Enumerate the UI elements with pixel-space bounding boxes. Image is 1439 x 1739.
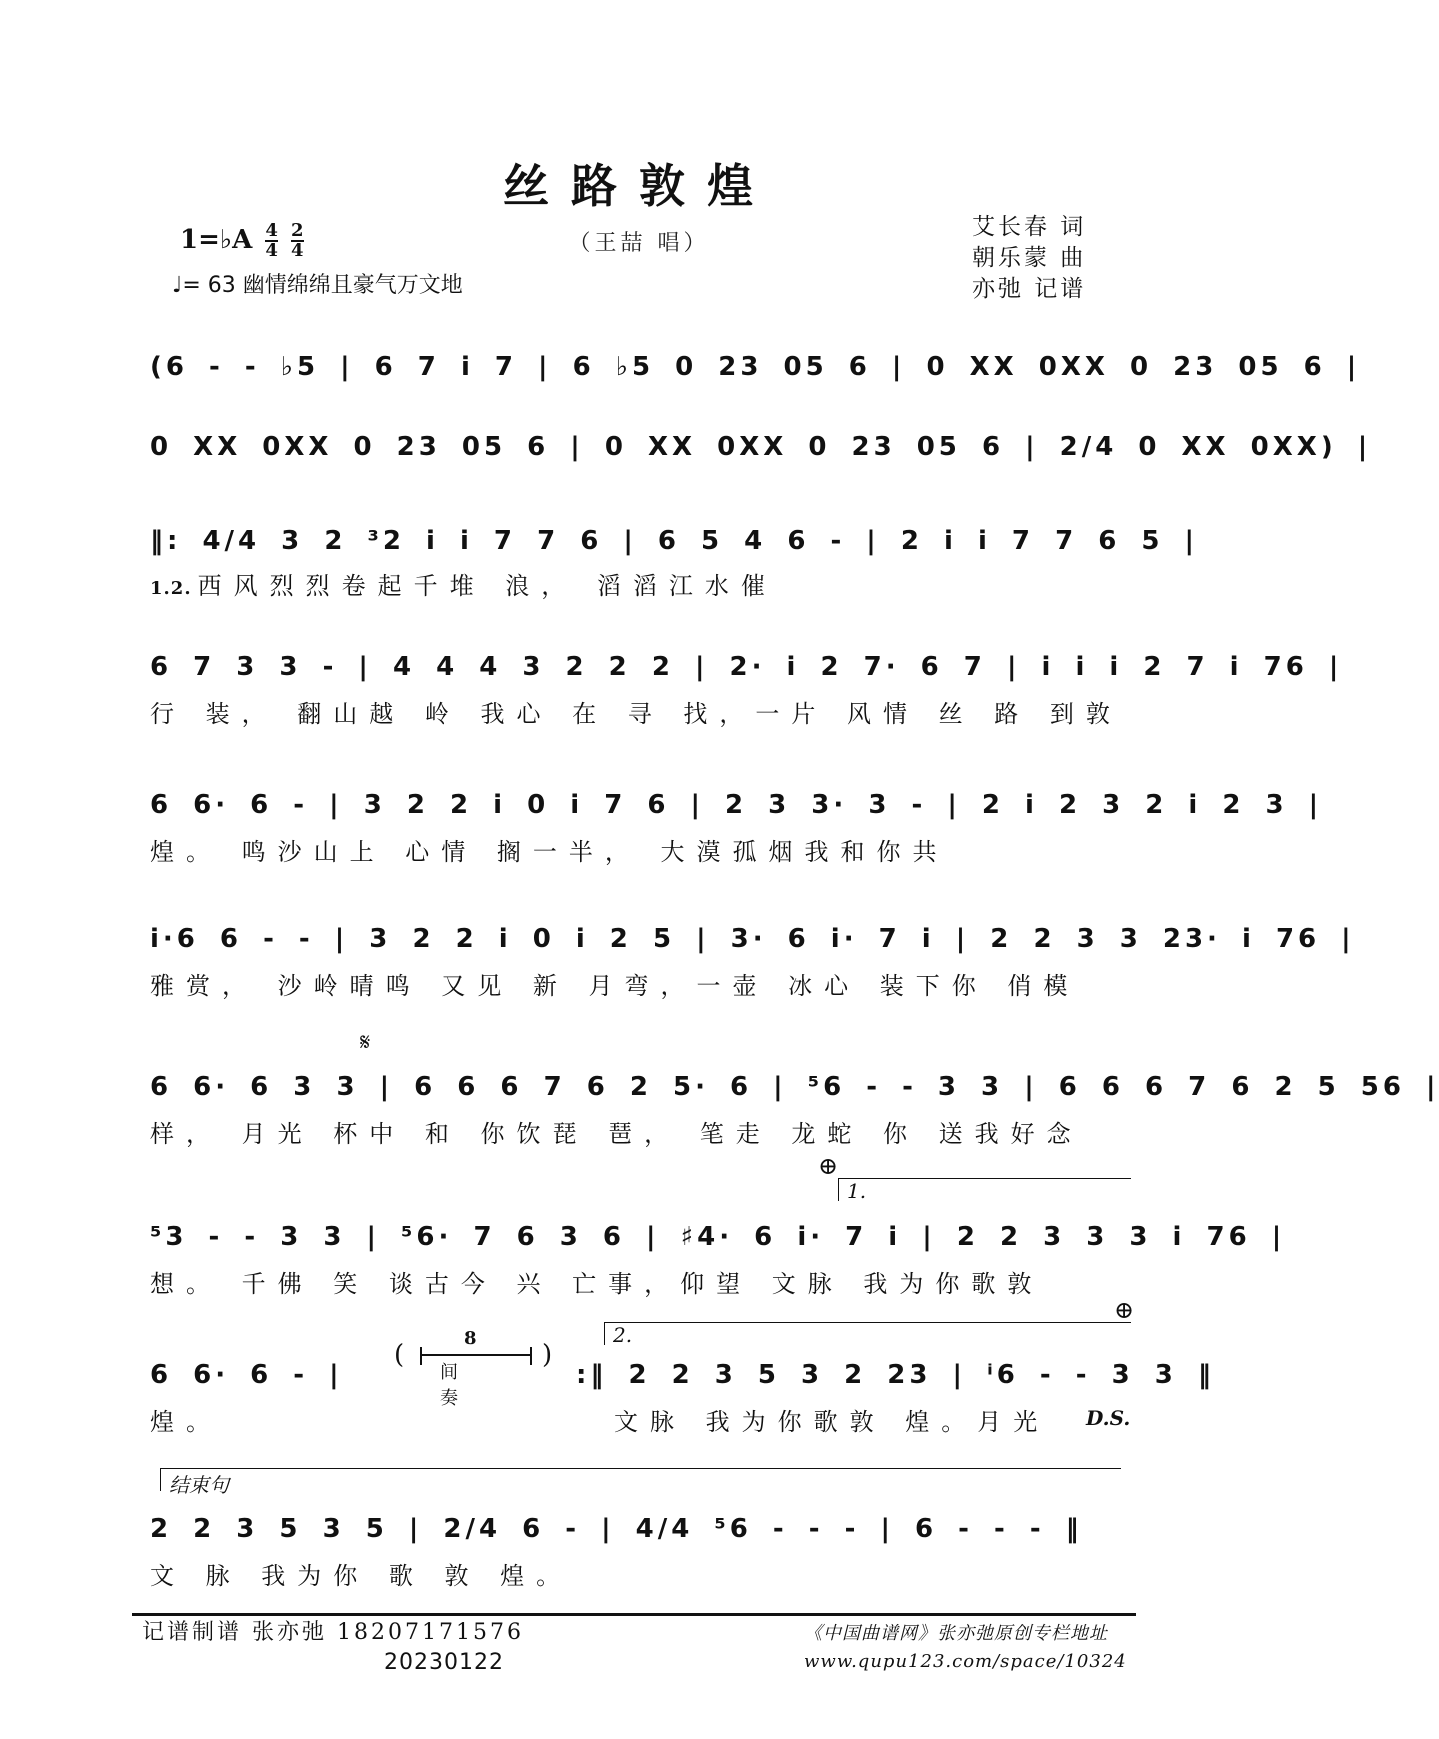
sheet-music-page: 丝路敦煌 （王喆 唱） 1=♭A $\frac{4}{4}$ $\frac{2}{4}$ ♩= 63 幽情绵绵且豪气万文地 艾长春 词 朝乐蒙 曲 亦弛 记谱 (6 - - ♭5 | 6 7 i 7 | 6 ♭5 0 23 05 6 | 0 XX 0XX 0 23 05 6 | 0 XX 0XX 0 23 05 6 | 0 XX 0XX 0 23 05 6 | 2/4 0 XX 0XX) | ‖: 4/4 3 2 ³2 i i 7 7 6 | 6 5 4 6 - | 2 i i 7 7 6 5 | 1.2. 西风烈烈卷起千堆 浪， 滔滔江水催 6 7 3 3 - | 4 4 4 3 2 2 2 | 2· i 2 7· 6 7 | i i i 2 7 i 76 | 行 装， 翻山越 岭 我心 在 寻 找，一片 风情 丝 路 到敦 6 6· 6 - | 3 2 2 i 0 i 7 6 | 2 3 3· 3 - | 2 i 2 3 2 i 2 3 | 煌。 鸣沙山上 心情 搁一半， 大漠孤烟我和你共 i·6 6 - - | 3 2 2 i 0 i 2 5 | 3· 6 i· 7 i | 2 2 3 3 23· i 76 | 雅赏， 沙岭晴鸣 又见 新 月弯，一壶 冰心 装下你 俏模 𝄋 6 6· 6 3 3 | 6 6 6 7 6 2 5· 6 | ⁵6 - - 3 3 | 6 6 6 7 6 2 5 56 | 样， 月光 杯中 和 你饮琵 琶， 笔走 龙蛇 你 送我好念 ⊕ 1. ⁵3 - - 3 3 | ⁵6· 7 6 3 6 | ♯4· 6 i· 7 i | 2 2 3 3 3 i 76 | 想。 千佛 笑 谈古今 兴 亡事，仰望 文脉 我为你歌敦 2. ⊕ 6 6· 6 - | ( 8 间奏 ) :‖ 2 2 3 5 3 2 23 | ⁱ6 - - 3 3 ‖ 煌。 文脉 我为你歌敦 煌。月光 D.S. 结束句 2 2 3 5 3 5 | 2/4 6 - | 4/4 ⁵6 - - - | 6 - - - ‖ 文 脉 我为你 歌 敦 煌。 记谱制谱 张亦弛 18207171576 20230122 《中国曲谱网》张亦弛原创专栏地址 www.qupu123.com/space/10324 xyxy=(0,0,1278,1739)
arranger-credit: 记谱制谱 张亦弛 18207171576 xyxy=(142,1620,524,1645)
lyrics-line-8: 想。 千佛 笑 谈古今 兴 亡事，仰望 文脉 我为你歌敦 xyxy=(150,1270,1044,1298)
volta-label: 1. xyxy=(847,1179,867,1203)
lyrics-line-9a: 煌。 xyxy=(150,1408,222,1436)
notes-line: i·6 6 - - | 3 2 2 i 0 i 2 5 | 3· 6 i· 7 i | 2 2 3 3 23· i 76 | xyxy=(150,924,1355,954)
song-title: 丝路敦煌 xyxy=(503,159,775,213)
footer-divider xyxy=(132,1613,1136,1616)
volta-label: 2. xyxy=(613,1323,633,1347)
notes-line: :‖ 2 2 3 5 3 2 23 | ⁱ6 - - 3 3 ‖ xyxy=(576,1360,1215,1390)
composer: 朝乐蒙 曲 xyxy=(972,245,1087,271)
staff-system-1 xyxy=(150,352,1361,402)
volta-first-ending xyxy=(838,1178,1131,1201)
staff-system-2 xyxy=(150,432,1372,482)
multi-rest-bar xyxy=(420,1354,532,1356)
time-sig-den: 4 xyxy=(265,240,278,261)
notes-line: 0 XX 0XX 0 23 05 6 | 0 XX 0XX 0 23 05 6 | 2/4 0 XX 0XX) | xyxy=(150,432,1372,462)
lyrics-line-7: 样， 月光 杯中 和 你饮琵 琶， 笔走 龙蛇 你 送我好念 xyxy=(150,1120,1083,1148)
time-signature-2-4 xyxy=(291,222,304,260)
notes-line: 6 6· 6 - | xyxy=(150,1360,343,1390)
transcriber: 亦弛 记谱 xyxy=(972,276,1087,302)
coda-sign: ⊕ xyxy=(1114,1296,1135,1324)
lyrics-line-10: 文 脉 我为你 歌 敦 煌。 xyxy=(150,1562,573,1590)
credits xyxy=(972,212,1086,305)
time-sig-num: 2 xyxy=(290,220,304,241)
source-url[interactable]: www.qupu123.com/space/10324 xyxy=(804,1651,1127,1672)
lyrics-text: 西风烈烈卷起千堆 浪， 滔滔江水催 xyxy=(197,572,777,600)
ending-label: 结束句 xyxy=(169,1473,229,1497)
key-signature xyxy=(180,222,304,260)
notes-line: 6 7 3 3 - | 4 4 4 3 2 2 2 | 2· i 2 7· 6 7 | i i i 2 7 i 76 | xyxy=(150,652,1343,682)
tempo-marking: ♩= 63 幽情绵绵且豪气万文地 xyxy=(172,273,463,298)
lyrics-line-3 xyxy=(150,566,1140,601)
interlude-label: 间奏 xyxy=(440,1362,466,1409)
notes-line: ‖: 4/4 3 2 ³2 i i 7 7 6 | 6 5 4 6 - | 2 i i 7 7 6 5 | xyxy=(150,526,1198,556)
notes-line: ⁵3 - - 3 3 | ⁵6· 7 6 3 6 | ♯4· 6 i· 7 i | 2 2 3 3 3 i 76 | xyxy=(150,1222,1286,1252)
time-sig-den: 4 xyxy=(290,240,304,261)
footer-arranger xyxy=(142,1618,524,1678)
interlude-count: 8 xyxy=(464,1328,477,1349)
dal-segno: D.S. xyxy=(1086,1406,1131,1430)
volta-second-ending xyxy=(604,1322,1131,1345)
singer-credit: （王喆 唱） xyxy=(568,231,710,256)
lyricist: 艾长春 词 xyxy=(972,214,1087,240)
ending-bracket xyxy=(160,1468,1121,1497)
segno-sign: 𝄋 xyxy=(360,1028,371,1056)
lyrics-line-6: 雅赏， 沙岭晴鸣 又见 新 月弯，一壶 冰心 装下你 俏模 xyxy=(150,972,1080,1000)
source-site: 《中国曲谱网》张亦弛原创专栏地址 xyxy=(804,1623,1108,1644)
notes-line: (6 - - ♭5 | 6 7 i 7 | 6 ♭5 0 23 05 6 | 0 XX 0XX 0 23 05 6 | xyxy=(150,352,1361,382)
arrange-date: 20230122 xyxy=(384,1650,504,1675)
time-signature-4-4 xyxy=(265,222,278,260)
time-sig-num: 4 xyxy=(265,220,278,241)
notes-line: 6 6· 6 - | 3 2 2 i 0 i 7 6 | 2 3 3· 3 - | 2 i 2 3 2 i 2 3 | xyxy=(150,790,1323,820)
notes-line: 2 2 3 5 3 5 | 2/4 6 - | 4/4 ⁵6 - - - | 6 - - - ‖ xyxy=(150,1514,1083,1544)
coda-sign: ⊕ xyxy=(818,1152,839,1180)
verse-number: 1.2. xyxy=(150,578,192,599)
key-label: 1=♭A xyxy=(180,225,253,255)
lyrics-line-9b: 文脉 我为你歌敦 煌。月光 xyxy=(614,1408,1050,1436)
lyrics-line-4: 行 装， 翻山越 岭 我心 在 寻 找，一片 风情 丝 路 到敦 xyxy=(150,700,1122,728)
lyrics-line-5: 煌。 鸣沙山上 心情 搁一半， 大漠孤烟我和你共 xyxy=(150,838,949,866)
notes-line: 6 6· 6 3 3 | 6 6 6 7 6 2 5· 6 | ⁵6 - - 3 3 | 6 6 6 7 6 2 5 56 | xyxy=(150,1072,1439,1102)
footer-source xyxy=(804,1620,1127,1676)
